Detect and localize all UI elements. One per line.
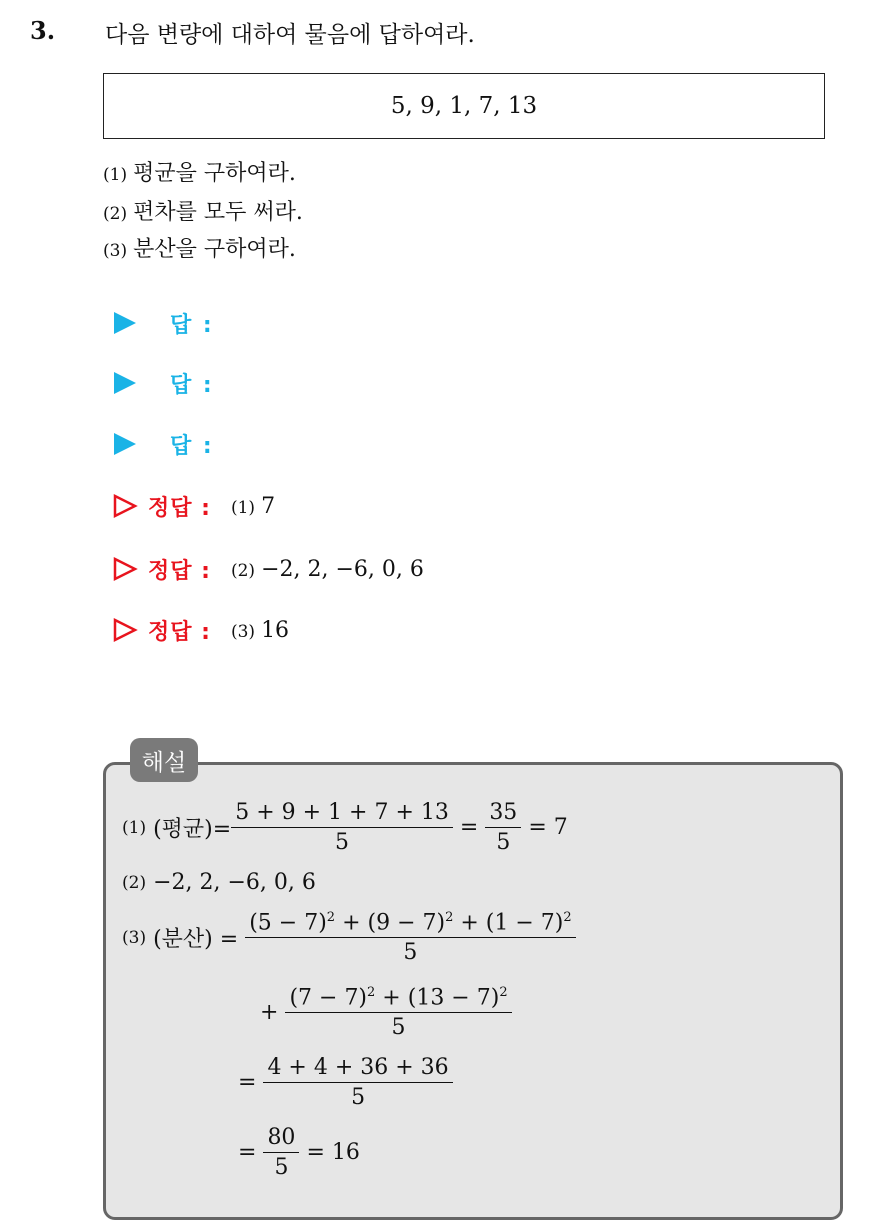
play-arrow-icon [112,431,138,457]
solution-line-1: (1) (평균)= $\frac{5 + 9 + 1 + 7 + 13}{5}$ = $\frac{35}{5}$ = 7 [122,800,568,855]
data-values-box [103,73,825,139]
answer-key-label: 정답 : [148,558,211,584]
answer-slot-1[interactable] [112,306,214,340]
answer-key-3 [112,612,289,648]
subquestion-text: 평균을 구하여라. [133,161,296,186]
answer-key-label: 정답 : [148,619,211,645]
play-arrow-icon [112,310,138,336]
answer-key-1 [112,488,275,524]
answer-slot-2[interactable] [112,366,214,400]
solution-line-2: (2) −2, 2, −6, 0, 6 [122,870,316,895]
answer-label: 답 : [170,372,214,398]
data-values: 5, 9, 1, 7, 13 [390,93,538,119]
subquestion-3 [103,232,296,263]
outline-arrow-icon [112,493,138,519]
outline-arrow-icon [112,556,138,582]
solution-line-5: = $\frac{4 + 4 + 36 + 36}{5}$ [238,1055,453,1110]
play-arrow-icon [112,370,138,396]
subquestion-text: 분산을 구하여라. [133,237,296,262]
answer-label: 답 : [170,312,214,338]
fraction: $\frac{5 + 9 + 1 + 7 + 13}{5}$ [231,800,453,855]
answer-label: 답 : [170,433,214,459]
answer-key-label: 정답 : [148,495,211,521]
answer-key-value: (3) 16 [230,617,290,643]
fraction: $\frac{(7 - 7)^2 + (13 - 7)^2}{5}$ [285,985,511,1040]
fraction: $\frac{35}{5}$ [485,800,521,855]
solution-line-3: (3) (분산) = $\frac{(5 - 7)^2 + (9 - 7)^2 + (1 - 7)^2}{5}$ [122,910,576,965]
answer-key-2 [112,551,424,587]
outline-arrow-icon [112,617,138,643]
question-text: 다음 변량에 대하여 물음에 답하여라. [105,22,475,48]
solution-line-4: + $\frac{(7 - 7)^2 + (13 - 7)^2}{5}$ [260,985,512,1040]
subquestion-number: (2) [103,204,128,224]
fraction: $\frac{(5 - 7)^2 + (9 - 7)^2 + (1 - 7)^2}{5}$ [245,910,575,965]
subquestion-number: (1) [103,165,128,185]
question-number: 3. [30,16,56,45]
answer-slot-3[interactable] [112,427,214,461]
subquestion-number: (3) [103,241,128,261]
fraction: $\frac{80}{5}$ [263,1125,299,1180]
subquestion-2 [103,195,303,226]
answer-key-value: (2) −2, 2, −6, 0, 6 [230,556,424,582]
answer-key-value: (1) 7 [230,493,276,519]
fraction: $\frac{4 + 4 + 36 + 36}{5}$ [263,1055,452,1110]
subquestion-text: 편차를 모두 써라. [133,200,303,225]
subquestion-1 [103,156,296,187]
solution-tab: 해설 [130,738,198,782]
solution-line-6: = $\frac{80}{5}$ = 16 [238,1125,360,1180]
